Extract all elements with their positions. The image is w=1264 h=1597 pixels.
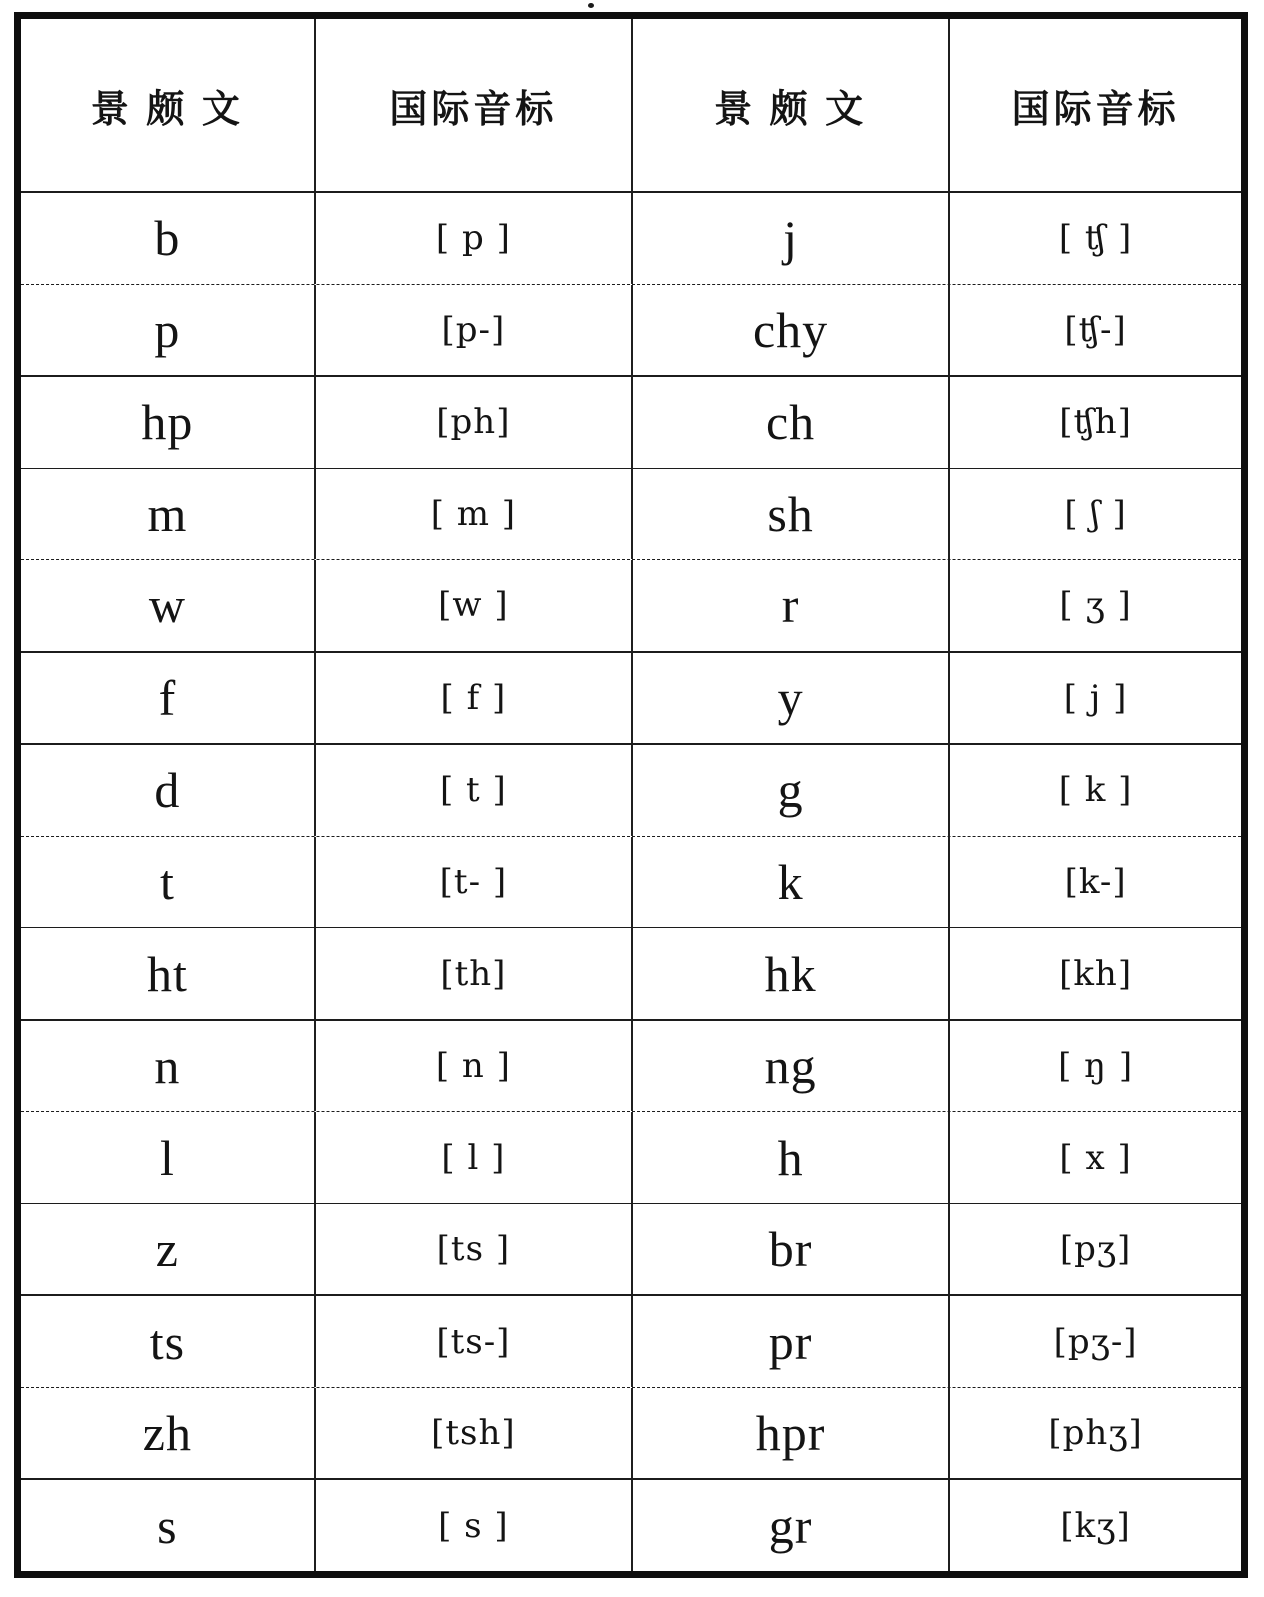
- table-row: [21, 1111, 1241, 1203]
- table-row: [21, 1478, 1241, 1571]
- ipa-cell: [ s ]: [314, 1480, 631, 1571]
- ipa-cell: [ ŋ ]: [948, 1021, 1241, 1112]
- ipa-cell: [ʧ-]: [948, 285, 1241, 376]
- ipa-cell: [ l ]: [314, 1112, 631, 1203]
- ipa-cell: [ts ]: [314, 1204, 631, 1295]
- jingpo-letter-cell: z: [155, 1221, 179, 1278]
- jingpo-letter-cell: l: [159, 1129, 175, 1186]
- ipa-cell: [ph]: [314, 377, 631, 468]
- table-row: [21, 468, 1241, 560]
- jingpo-letter-cell: chy: [631, 285, 948, 376]
- ipa-cell: [kh]: [948, 928, 1241, 1019]
- jingpo-letter-cell: hk: [631, 928, 948, 1019]
- jingpo-letter-cell: s: [157, 1497, 178, 1554]
- ipa-cell: [ ʧ ]: [948, 193, 1241, 284]
- ipa-cell: [ j ]: [948, 653, 1241, 744]
- jingpo-letter-cell: g: [631, 745, 948, 836]
- ipa-cell: [ ʃ ]: [948, 469, 1241, 560]
- jingpo-letter-cell: w: [148, 577, 186, 634]
- jingpo-letter-cell: y: [631, 653, 948, 744]
- header-ipa-left: 国际音标: [314, 19, 631, 191]
- table-row: [21, 1019, 1241, 1112]
- ipa-cell: [ʧh]: [948, 377, 1241, 468]
- table-row: [21, 743, 1241, 836]
- ipa-cell: [kʒ]: [948, 1480, 1241, 1571]
- table-row: [21, 927, 1241, 1019]
- jingpo-letter-cell: hp: [141, 394, 194, 451]
- ipa-cell: [ ʒ ]: [948, 560, 1241, 651]
- table-row: [21, 1294, 1241, 1387]
- header-jingpo-right: 景 颇 文: [631, 19, 948, 191]
- jingpo-letter-cell: h: [631, 1112, 948, 1203]
- jingpo-letter-cell: ng: [631, 1021, 948, 1112]
- table-row: [21, 1203, 1241, 1295]
- table-row: [21, 559, 1241, 651]
- jingpo-letter-cell: br: [631, 1204, 948, 1295]
- header-ipa-right: 国际音标: [948, 19, 1241, 191]
- jingpo-letter-cell: ht: [146, 945, 188, 1002]
- ipa-cell: [tsh]: [314, 1388, 631, 1479]
- ipa-cell: [p-]: [314, 285, 631, 376]
- jingpo-letter-cell: hpr: [631, 1388, 948, 1479]
- scan-speck: [588, 3, 594, 8]
- ipa-cell: [ x ]: [948, 1112, 1241, 1203]
- table-row: [21, 375, 1241, 468]
- jingpo-letter-cell: gr: [631, 1480, 948, 1571]
- table-header-row: [21, 19, 1241, 191]
- ipa-cell: [ t ]: [314, 745, 631, 836]
- ipa-cell: [ n ]: [314, 1021, 631, 1112]
- jingpo-letter-cell: k: [631, 837, 948, 928]
- ipa-cell: [w ]: [314, 560, 631, 651]
- jingpo-letter-cell: d: [154, 762, 181, 819]
- jingpo-letter-cell: n: [154, 1038, 181, 1095]
- ipa-cell: [pʒ]: [948, 1204, 1241, 1295]
- jingpo-letter-cell: pr: [631, 1296, 948, 1387]
- ipa-cell: [k-]: [948, 837, 1241, 928]
- ipa-cell: [pʒ-]: [948, 1296, 1241, 1387]
- ipa-cell: [ts-]: [314, 1296, 631, 1387]
- table-row: [21, 836, 1241, 928]
- jingpo-letter-cell: ch: [631, 377, 948, 468]
- ipa-cell: [ m ]: [314, 469, 631, 560]
- ipa-cell: [th]: [314, 928, 631, 1019]
- phoneme-correspondence-table: [14, 12, 1248, 1578]
- jingpo-letter-cell: r: [631, 560, 948, 651]
- jingpo-letter-cell: p: [154, 301, 181, 358]
- table-row: [21, 284, 1241, 376]
- jingpo-letter-cell: ts: [149, 1313, 186, 1370]
- jingpo-letter-cell: m: [147, 485, 188, 542]
- jingpo-letter-cell: t: [159, 853, 175, 910]
- table-row: [21, 651, 1241, 744]
- jingpo-letter-cell: zh: [142, 1405, 192, 1462]
- table-row: [21, 191, 1241, 284]
- jingpo-letter-cell: sh: [631, 469, 948, 560]
- header-jingpo-left: 景 颇 文: [90, 88, 244, 131]
- jingpo-letter-cell: b: [154, 210, 181, 267]
- table-row: [21, 1387, 1241, 1479]
- ipa-cell: [ p ]: [314, 193, 631, 284]
- ipa-cell: [ f ]: [314, 653, 631, 744]
- jingpo-letter-cell: f: [158, 669, 177, 726]
- ipa-cell: [phʒ]: [948, 1388, 1241, 1479]
- jingpo-letter-cell: j: [631, 193, 948, 284]
- ipa-cell: [t- ]: [314, 837, 631, 928]
- ipa-cell: [ k ]: [948, 745, 1241, 836]
